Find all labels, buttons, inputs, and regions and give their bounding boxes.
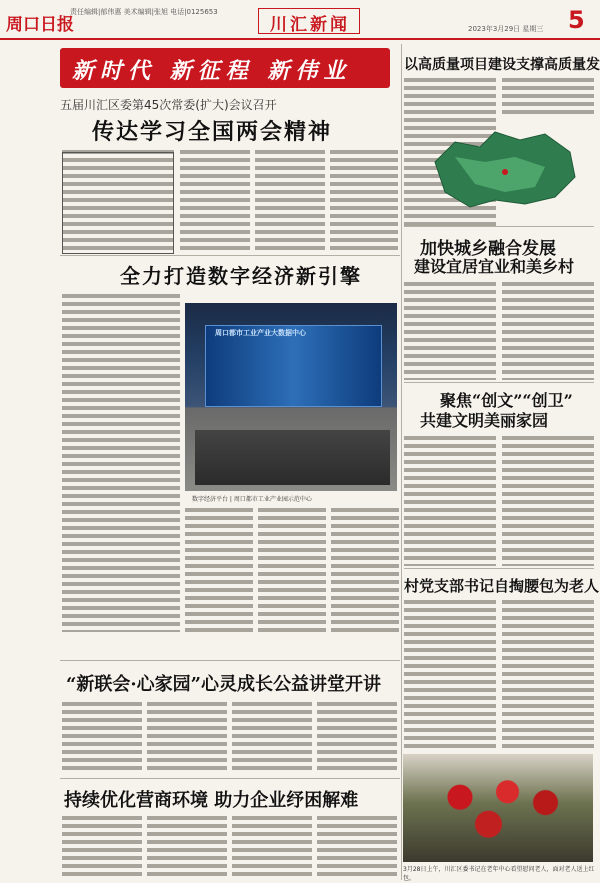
- article2-headline: 全力打造数字经济新引擎: [120, 264, 362, 288]
- article-divider: [404, 226, 594, 227]
- article3-body-col3: [232, 700, 312, 774]
- right-article3-headline-line2: 共建文明美丽家园: [420, 411, 549, 430]
- article2-body-col1: [62, 292, 180, 632]
- newspaper-logo: 周口日报: [6, 15, 74, 35]
- section-title: 川汇新闻: [270, 15, 350, 35]
- article1-body-col1: [180, 148, 250, 254]
- header-divider: [0, 38, 600, 40]
- theme-banner-text: 新时代 新征程 新伟业: [72, 58, 352, 84]
- article3-headline: “新联会·心家园”心灵成长公益讲堂开讲: [66, 674, 381, 695]
- issue-date: 2023年3月29日 星期三: [468, 25, 544, 33]
- column-rule: [401, 44, 402, 880]
- right-article2-body-col2: [502, 280, 594, 380]
- article3-body-col2: [147, 700, 227, 774]
- article-divider: [404, 382, 594, 383]
- article3-body-col4: [317, 700, 397, 774]
- article2-body-col2: [185, 506, 253, 636]
- district-map: [425, 122, 585, 214]
- right-article1-headline: 以高质量项目建设支撑高质量发: [404, 57, 600, 73]
- right-photo-caption: 3月28日上午，川汇区委书记在老年中心看望慰问老人，面对老人送上红包。: [403, 866, 595, 882]
- article3-body-col1: [62, 700, 142, 774]
- right-article4-body-col1: [404, 598, 496, 748]
- elderly-visit-photo: [403, 754, 593, 862]
- control-desk: [195, 430, 390, 485]
- right-article4-body-col2: [502, 598, 594, 748]
- article-divider: [404, 568, 594, 569]
- big-screen-text: 周口都市工业产业大数据中心: [215, 329, 306, 337]
- article1-lede-frame: [62, 152, 174, 254]
- article1-body-col3: [330, 148, 398, 254]
- article4-body-col3: [232, 814, 312, 878]
- right-article2-body-col1: [404, 280, 496, 380]
- article1-headline: 传达学习全国两会精神: [92, 119, 333, 145]
- right-article2-headline-line1: 加快城乡融合发展: [420, 239, 556, 259]
- right-article2-headline-line2: 建设宜居宜业和美乡村: [414, 257, 575, 276]
- article-divider: [60, 778, 400, 779]
- article4-body-col1: [62, 814, 142, 878]
- article-divider: [60, 255, 400, 256]
- right-article3-body-col1: [404, 434, 496, 566]
- right-article4-headline: 村党支部书记自掏腰包为老人: [404, 577, 600, 595]
- right-article3-headline-line1: 聚焦“创文”“创卫”: [440, 391, 573, 410]
- article2-body-col3: [258, 506, 326, 636]
- editor-info: 责任编辑|郁伟惠 美术编辑|张旭 电话|0125653: [70, 8, 218, 16]
- right-article3-body-col2: [502, 434, 594, 566]
- right-article1-body-col2: [502, 76, 594, 116]
- article4-body-col2: [147, 814, 227, 878]
- article4-body-col4: [317, 814, 397, 878]
- article2-body-col4: [331, 506, 399, 636]
- article-divider: [60, 660, 400, 661]
- photo-caption: 数字经济平台 | 周口都市工业产业园示范中心: [192, 496, 312, 503]
- article4-headline: 持续优化营商环境 助力企业纾困解难: [64, 790, 359, 811]
- page-number: 5: [568, 6, 585, 34]
- article1-subtitle: 五届川汇区委第45次常委(扩大)会议召开: [60, 98, 277, 112]
- article1-body-col2: [255, 148, 325, 254]
